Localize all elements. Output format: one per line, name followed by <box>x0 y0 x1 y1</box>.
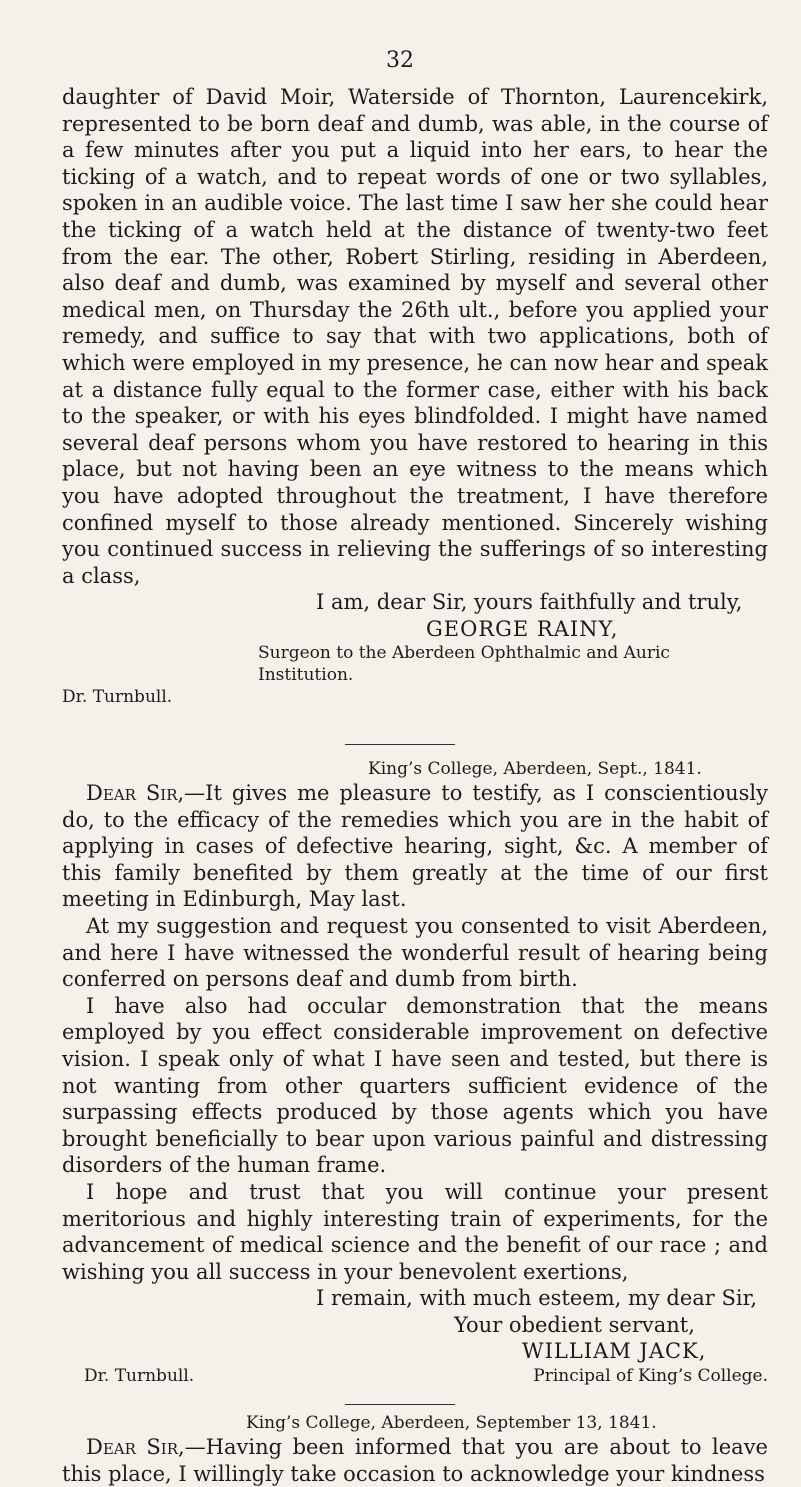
letter3-paragraph-text: —Having been informed that you are about to leave this place, I willingly take occasion to acknowledge your kindness <box>62 1435 768 1486</box>
letter1-signature: GEORGE RAINY, <box>426 616 619 641</box>
letter3-salutation: Dear Sir, <box>86 1435 185 1459</box>
letter1-closing: I am, dear Sir, yours faithfully and truly, <box>316 590 743 615</box>
letter2-paragraph-2: At my suggestion and request you consented to visit Aberdeen, and here I have witnessed the wonderful result of hearing being conferred on persons deaf and dumb from birth. <box>62 913 768 992</box>
letter1-addressee: Dr. Turnbull. <box>62 687 173 708</box>
letter2-addressee: Dr. Turnbull. <box>84 1366 195 1387</box>
letter2-salutation: Dear Sir, <box>86 781 185 805</box>
letter2-paragraph-1 <box>62 780 768 913</box>
letter1-paragraph: daughter of David Moir, Waterside of Thornton, Laurencekirk, represented to be born deaf and dumb, was able, in the course of a few minutes after you put a liquid into her ears, to hear the ticking of a watch, and to repeat words of one or two syllables, spoken in an audible voice. The last time I saw her she could hear the ticking of a watch held at the distance of twenty-two feet from the ear. The other, Robert Stirling, residing in Aberdeen, also deaf and dumb, was examined by myself and several other medical men, on Thursday the 26th ult., before you applied your remedy, and suffice to say that with two applications, both of which were employed in my presence, he can now hear and speak at a distance fully equal to the former case, either with his back to the speaker, or with his eyes blindfolded. I might have named several deaf persons whom you have restored to hearing in this place, but not having been an eye witness to the means which you have adopted throughout the treatment, I have therefore confined myself to those already mentioned. Sincerely wishing you continued success in relieving the sufferings of so interesting a class, <box>62 85 768 588</box>
letter-jack <box>62 758 768 1387</box>
letter2-signer-title: Principal of King’s College. <box>533 1366 768 1387</box>
letter2-footer-row <box>62 1365 768 1387</box>
letter2-dateline: King’s College, Aberdeen, Sept., 1841. <box>368 759 702 779</box>
letter2-closing-2: Your obedient servant, <box>454 1312 695 1337</box>
divider-1 <box>290 744 510 745</box>
letter2-paragraph-1-text: —It gives me pleasure to testify, as I conscientiously do, to the efficacy of the remedies which you are in the habit of applying in cases of defective hearing, sight, &c. A member of this family benefited by them greatly at the time of our first meeting in Edinburgh, May last. <box>62 781 768 912</box>
letter2-paragraph-3: I have also had occular demonstration that the means employed by you effect considerable improvement on defective vision. I speak only of what I have seen and tested, but there is not wanting from other quarters sufficient evidence of the surpassing effects produced by those agents which you have brought beneficially to bear upon various painful and distressing disorders of the human frame. <box>62 993 768 1178</box>
page-number: 32 <box>386 48 414 73</box>
letter2-paragraph-4: I hope and trust that you will continue your present meritorious and highly interesting train of experiments, for the advancement of medical science and the benefit of our race ; and wishing you all success in your benevolent exertions, <box>62 1179 768 1284</box>
letter-three <box>62 1412 768 1487</box>
letter3-paragraph <box>62 1434 768 1487</box>
divider-2 <box>290 1404 510 1405</box>
letter2-signature: WILLIAM JACK, <box>522 1339 707 1364</box>
letter-rainy <box>62 84 768 708</box>
letter2-closing-1: I remain, with much esteem, my dear Sir, <box>316 1286 758 1311</box>
letter3-dateline: King’s College, Aberdeen, September 13, 1841. <box>246 1413 657 1433</box>
letter1-signer-title: Surgeon to the Aberdeen Ophthalmic and Auric Institution. <box>258 643 670 686</box>
